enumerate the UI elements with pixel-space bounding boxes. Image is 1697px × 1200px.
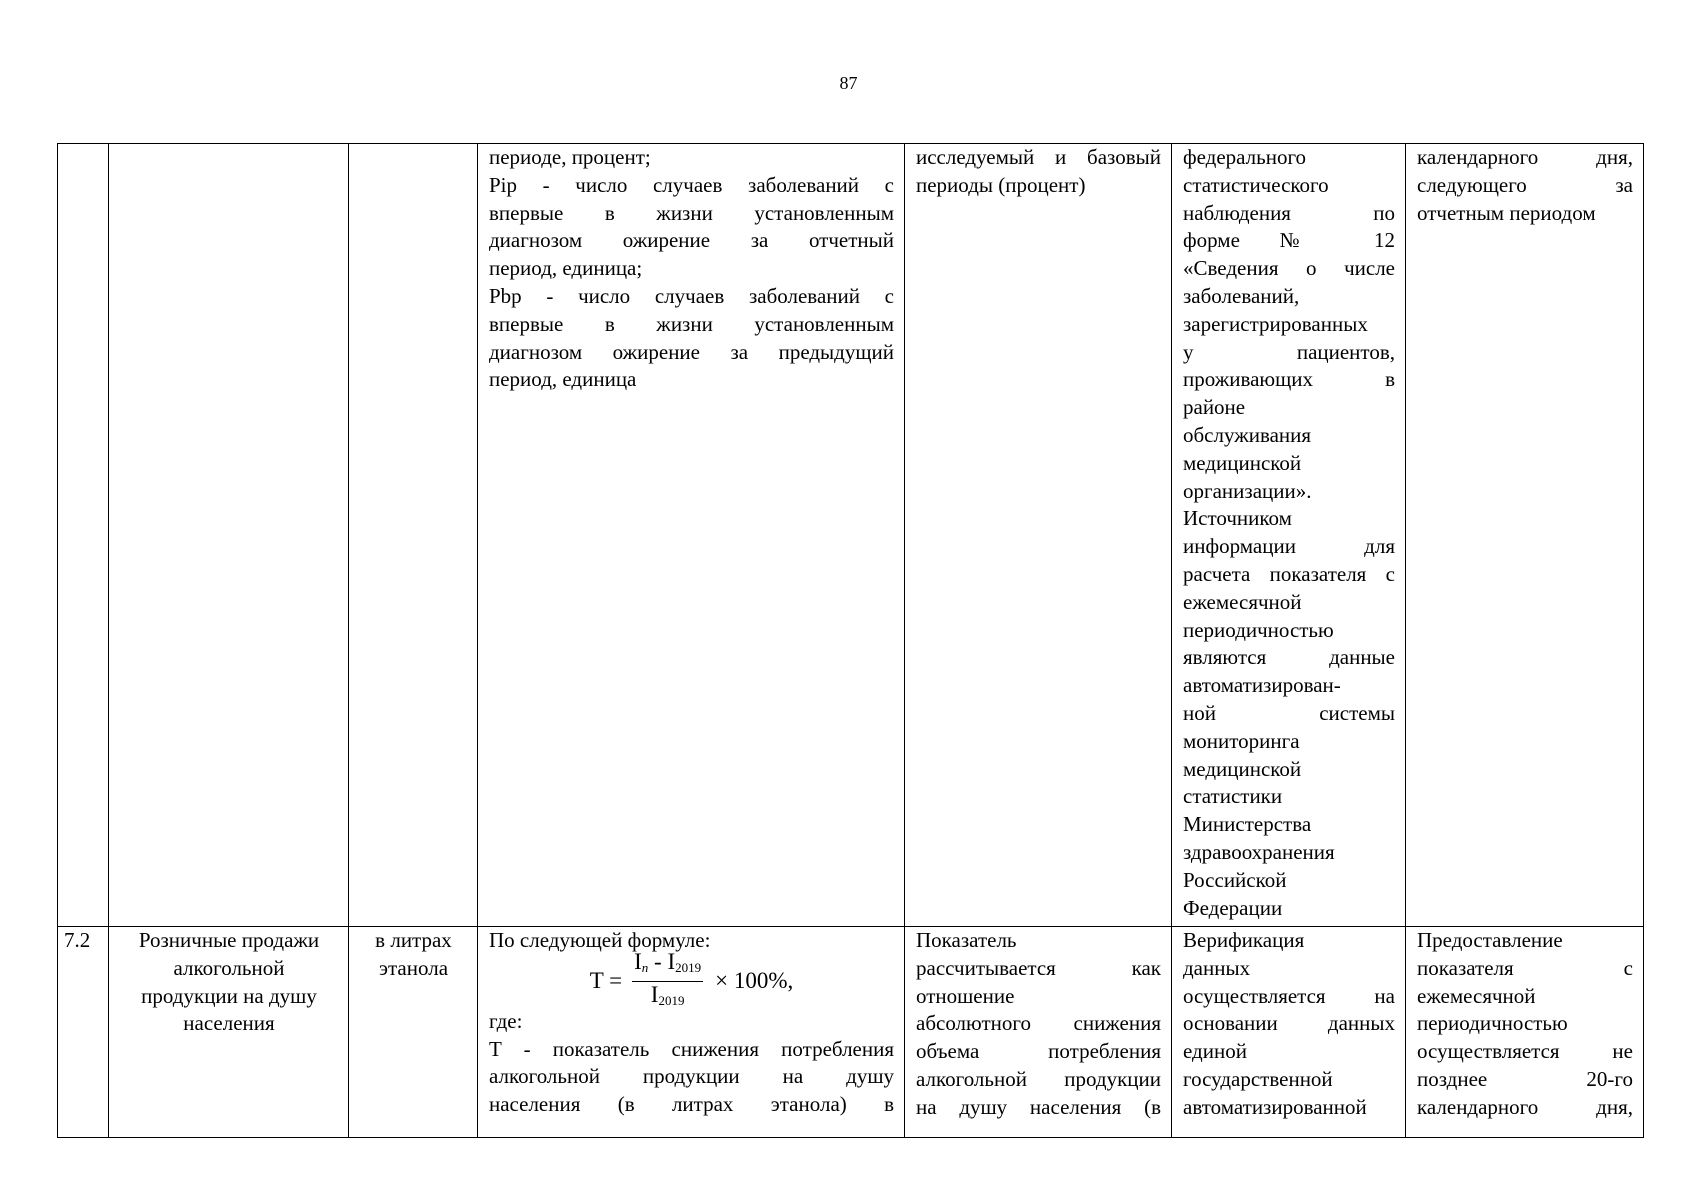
text-line: алкогольной продукции на душу: [489, 1064, 894, 1089]
source-cell: [1172, 927, 1406, 1138]
text-line: зарегистрированных: [1183, 311, 1368, 336]
text-line: диагнозом ожирение за предыдущий: [489, 339, 894, 364]
text-line: автоматизирован-: [1183, 673, 1341, 698]
text-line: организации».: [1183, 478, 1312, 503]
text-line: периоды (процент): [916, 172, 1086, 197]
text-line: статистического: [1183, 172, 1329, 197]
text-line: впервые в жизни установленным: [489, 311, 894, 336]
text-line: Предоставление: [1417, 928, 1563, 952]
text-line: продукции на душу: [141, 983, 317, 1008]
method-cell: [478, 927, 905, 1138]
text-line: периодичностью: [1183, 617, 1334, 642]
text-line: Федерации: [1183, 895, 1283, 920]
text-line: расчета показателя с: [1183, 561, 1395, 586]
text-line: статистики: [1183, 784, 1283, 809]
text-line: отношение: [916, 983, 1015, 1008]
text-line: T - показатель снижения потребления: [489, 1036, 894, 1061]
text-line: где:: [489, 1008, 523, 1033]
method-intro: По следующей формуле:: [489, 928, 711, 952]
formula-var: I: [634, 948, 642, 974]
formula-sub: n: [641, 959, 649, 975]
text-line: форме № 12: [1183, 228, 1395, 253]
text-line: объема потребления: [916, 1039, 1161, 1064]
method-cell: [478, 144, 905, 927]
text-line: период, единица: [489, 367, 637, 392]
text-line: медицинской: [1183, 756, 1302, 781]
formula-var: I: [650, 981, 659, 1007]
text-line: Pip - число случаев заболеваний с: [489, 172, 894, 197]
table-row: [58, 144, 1644, 927]
formula: [489, 948, 894, 1008]
text-line: Pbp - число случаев заболеваний с: [489, 283, 894, 308]
text-line: «Сведения о числе: [1183, 256, 1395, 281]
unit-cell: [349, 144, 478, 927]
text-line: населения: [183, 1011, 275, 1036]
source-cell: [1172, 144, 1406, 927]
formula-numerator: [632, 948, 703, 982]
formula-sub: 2019: [675, 959, 702, 975]
formula-lhs: T =: [589, 968, 623, 994]
text-line: позднее 20-го: [1417, 1066, 1633, 1091]
unit-cell: [349, 927, 478, 1138]
text-line: ежемесячной: [1183, 589, 1302, 614]
text-line: абсолютного снижения: [916, 1011, 1161, 1036]
text-line: здравоохранения: [1183, 839, 1335, 864]
text-line: ежемесячной: [1417, 983, 1536, 1008]
text-line: этанола: [378, 955, 449, 980]
text-line: медицинской: [1183, 450, 1302, 475]
deadline-cell: [1406, 927, 1644, 1138]
text-line: обслуживания: [1183, 422, 1312, 447]
text-line: на душу населения (в: [916, 1094, 1161, 1119]
text-line: данных: [1183, 955, 1251, 980]
text-line: являются данные: [1183, 645, 1395, 670]
formula-rhs: × 100%,: [715, 968, 794, 994]
text-line: заболеваний,: [1183, 283, 1300, 308]
text-line: Источником: [1183, 506, 1292, 531]
text-line: единой: [1183, 1039, 1247, 1064]
text-line: периодичностью: [1417, 1011, 1568, 1036]
text-line: автоматизированной: [1183, 1094, 1367, 1119]
text-line: в литрах: [375, 928, 452, 952]
indicator-table: [57, 143, 1644, 1138]
row-number-cell: [58, 144, 109, 927]
text-line: Показатель: [916, 928, 1017, 952]
text-line: у пациентов,: [1183, 339, 1395, 364]
indicator-name-cell: [109, 927, 349, 1138]
formula-var: I: [667, 948, 676, 974]
formula-fraction: [632, 948, 703, 1012]
text-line: населения (в литрах этанола) в: [489, 1092, 894, 1117]
text-line: календарного дня,: [1417, 1094, 1633, 1119]
page-number: 87: [839, 73, 858, 93]
method-lines: [489, 144, 894, 394]
text-line: следующего за: [1417, 172, 1633, 197]
text-line: показателя с: [1417, 955, 1633, 980]
text-line: диагнозом ожирение за отчетный: [489, 228, 894, 253]
text-line: алкогольной: [173, 955, 285, 980]
text-line: впервые в жизни установленным: [489, 200, 894, 225]
formula-sub: 2019: [658, 992, 685, 1008]
text-line: информации для: [1183, 534, 1395, 559]
text-line: федерального: [1183, 145, 1307, 169]
text-line: проживающих в: [1183, 367, 1395, 392]
row-number-cell: 7.2: [58, 927, 109, 1138]
formula-op: -: [648, 948, 668, 974]
text-line: периоде, процент;: [489, 145, 651, 169]
indicator-name-cell: [109, 144, 349, 927]
text-line: Министерства: [1183, 812, 1312, 837]
text-line: Российской: [1183, 867, 1287, 892]
text-line: отчетным периодом: [1417, 200, 1596, 225]
text-line: Верификация: [1183, 928, 1305, 952]
table-row: [58, 927, 1644, 1138]
text-line: период, единица;: [489, 256, 643, 281]
text-line: осуществляется не: [1417, 1039, 1633, 1064]
description-cell: [905, 927, 1172, 1138]
text-line: мониторинга: [1183, 728, 1300, 753]
text-line: календарного дня,: [1417, 145, 1633, 169]
text-line: алкогольной продукции: [916, 1066, 1161, 1091]
method-lines: [489, 1008, 894, 1119]
text-line: Розничные продажи: [138, 928, 320, 952]
text-line: основании данных: [1183, 1011, 1395, 1036]
text-line: рассчитывается как: [916, 955, 1161, 980]
deadline-cell: [1406, 144, 1644, 927]
text-line: ной системы: [1183, 700, 1395, 725]
description-cell: [905, 144, 1172, 927]
text-line: государственной: [1183, 1066, 1333, 1091]
text-line: наблюдения по: [1183, 200, 1395, 225]
formula-denominator: [651, 982, 685, 1012]
text-line: районе: [1183, 395, 1246, 420]
text-line: исследуемый и базовый: [916, 145, 1161, 169]
text-line: осуществляется на: [1183, 983, 1395, 1008]
